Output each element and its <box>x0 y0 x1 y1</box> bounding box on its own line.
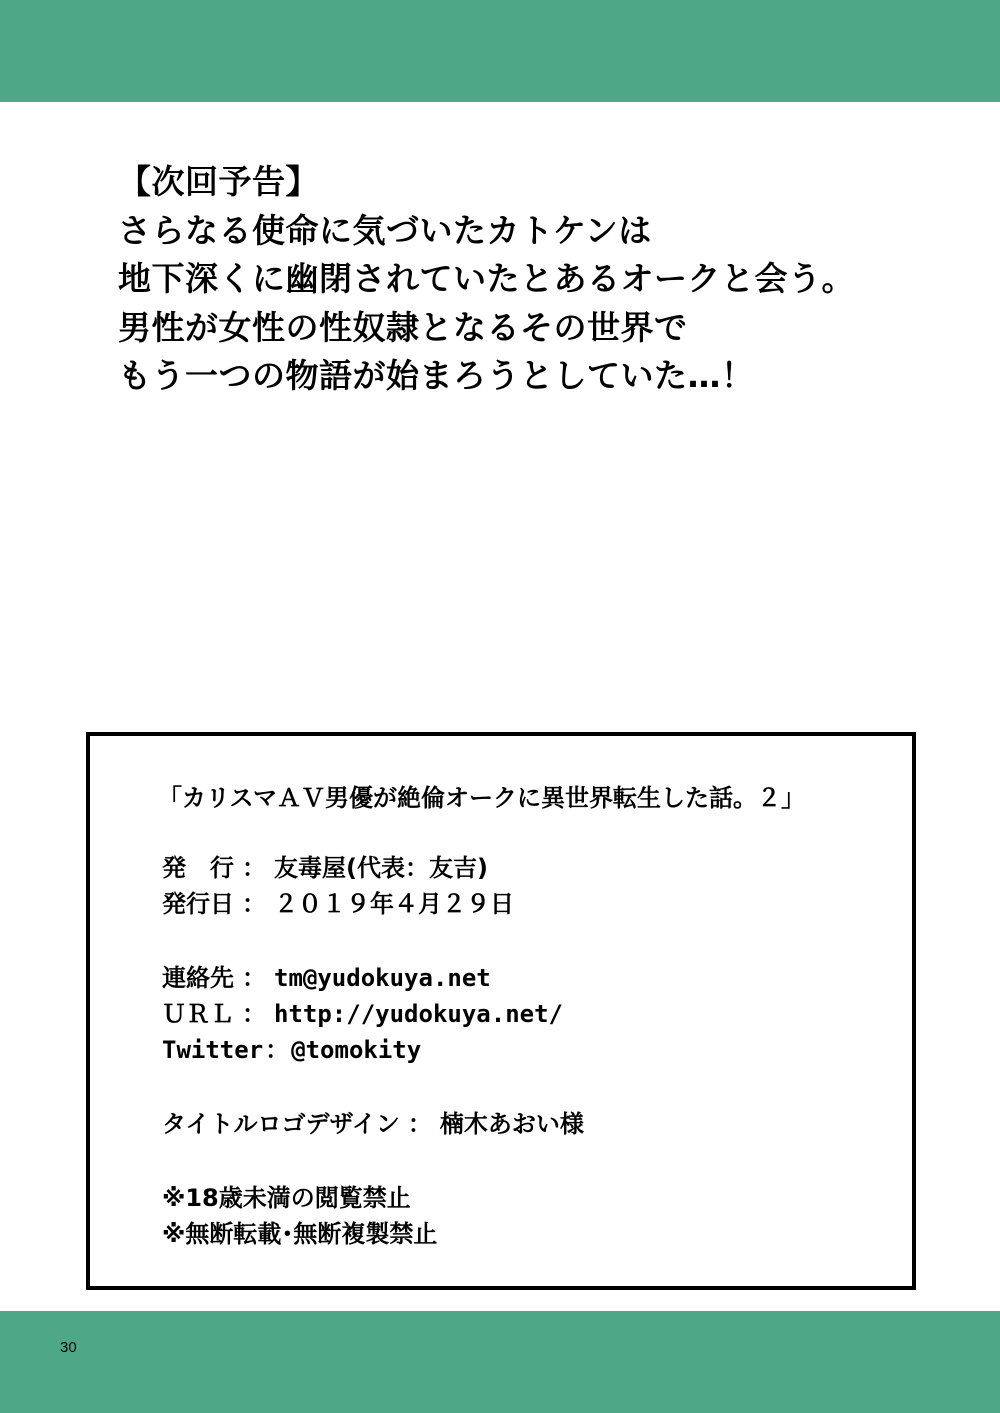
logo-design-row <box>162 1108 584 1140</box>
preview-heading: 【次回予告】 <box>118 162 319 201</box>
preview-line-3: 男性が女性の性奴隷となるその世界で <box>118 307 688 347</box>
date-label: 発行日 <box>162 890 234 918</box>
preview-line-2: 地下深くに幽閉されていたとあるオークと会う。 <box>118 259 855 298</box>
book-title: 「カリスマＡＶ男優が絶倫オークに異世界転生した話。２」 <box>158 784 806 812</box>
age-restriction-notice: ※18歳未満の閲覧禁止 <box>162 1184 411 1212</box>
url-label: ＵＲＬ <box>162 1000 234 1028</box>
page-number: 30 <box>60 1339 77 1356</box>
publisher-sep: ： <box>242 854 266 882</box>
bottom-color-band <box>0 1311 1000 1413</box>
logo-design-sep: ： <box>407 1110 432 1138</box>
preview-line-1: さらなる使命に気づいたカトケンは <box>118 210 652 250</box>
publisher-row <box>162 852 488 884</box>
publisher-label: 発 行 <box>162 854 234 882</box>
url-row <box>162 998 563 1030</box>
twitter-label: Twitter <box>162 1036 264 1064</box>
twitter-sep: ： <box>265 1036 290 1064</box>
twitter-row <box>162 1034 421 1066</box>
date-row <box>162 888 514 920</box>
url-sep: ： <box>242 1000 266 1028</box>
logo-design-value: 楠木あおい様 <box>439 1110 584 1138</box>
publisher-value: 友毒屋(代表：友吉) <box>274 854 488 882</box>
contact-label: 連絡先 <box>162 964 234 992</box>
twitter-handle[interactable]: @tomokity <box>291 1036 422 1064</box>
contact-sep: ： <box>242 964 266 992</box>
date-sep: ： <box>242 890 266 918</box>
next-issue-preview <box>118 158 978 401</box>
contact-row <box>162 962 491 994</box>
preview-line-4: もう一つの物語が始まろうとしていた…！ <box>118 356 755 395</box>
date-value: ２０１９年４月２９日 <box>274 890 514 918</box>
contact-email[interactable]: tm@yudokuya.net <box>274 964 491 992</box>
url-link[interactable]: http://yudokuya.net/ <box>274 1000 563 1028</box>
copy-restriction-notice: ※無断転載･無断複製禁止 <box>162 1220 438 1248</box>
top-color-band <box>0 0 1000 102</box>
colophon-box <box>86 732 916 1290</box>
logo-design-label: タイトルロゴデザイン <box>162 1110 400 1138</box>
